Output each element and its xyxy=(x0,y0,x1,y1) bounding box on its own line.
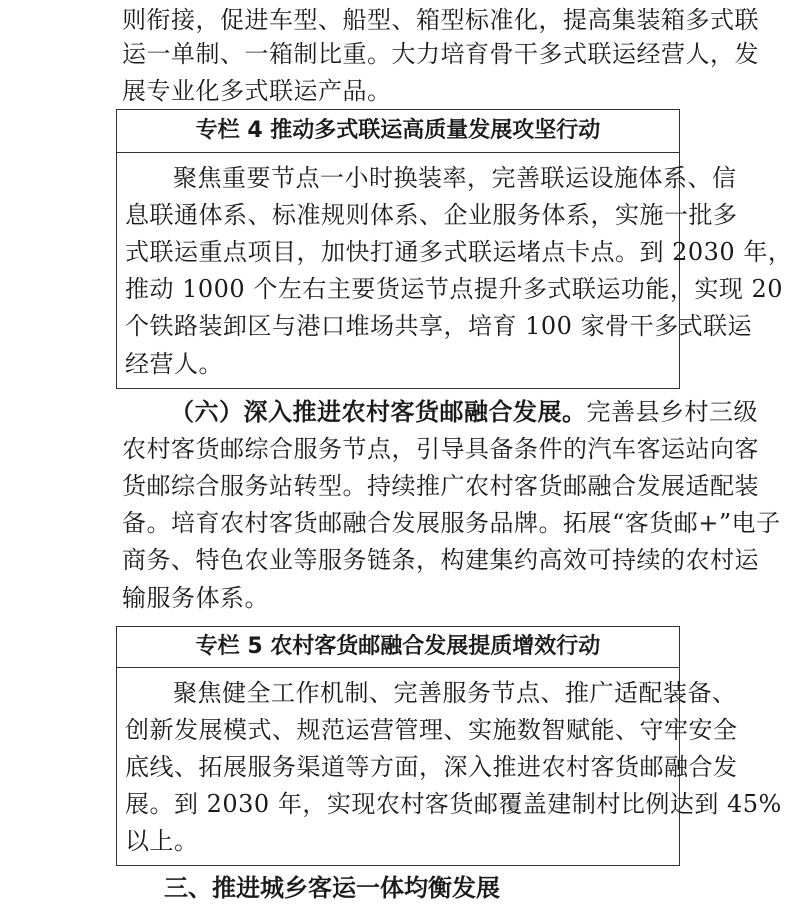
intro-line-2: 运一单制、一箱制比重。大力培育骨干多式联运经营人，发 xyxy=(122,40,759,68)
box-4-line-2: 息联通体系、标准规则体系、企业服务体系，实施一批多 xyxy=(125,201,738,229)
section-3-heading: 三、推进城乡客运一体均衡发展 xyxy=(164,874,500,902)
box-5-line-2: 创新发展模式、规范运营管理、实施数智赋能、守牢安全 xyxy=(125,716,738,744)
box-column-4 xyxy=(116,109,793,389)
box-column-5 xyxy=(116,626,782,866)
intro-line-1: 则衔接，促进车型、船型、箱型标准化，提高集装箱多式联 xyxy=(122,6,759,34)
box-4-divider xyxy=(117,152,679,153)
box-5-line-4: 展。到 2030 年，实现农村客货邮覆盖建制村比例达到 45% xyxy=(125,790,782,818)
box-5-line-1: 聚焦健全工作机制、完善服务节点、推广适配装备、 xyxy=(173,679,737,707)
section-6-line-1-rest: 完善县乡村三级 xyxy=(586,398,758,426)
section-6-line-1 xyxy=(170,397,758,427)
section-6-line-5: 商务、特色农业等服务链条，构建集约高效可持续的农村运 xyxy=(122,546,759,574)
section-6-line-6: 输服务体系。 xyxy=(122,584,269,612)
section-6-line-3: 货邮综合服务站转型。持续推广农村客货邮融合发展适配装 xyxy=(122,472,759,500)
box-4-title: 专栏 4 推动多式联运高质量发展攻坚行动 xyxy=(195,118,601,143)
box-5-title: 专栏 5 农村客货邮融合发展提质增效行动 xyxy=(195,634,601,659)
box-4-line-1: 聚焦重要节点一小时换装率，完善联运设施体系、信 xyxy=(173,164,737,192)
box-5-line-3: 底线、拓展服务渠道等方面，深入推进农村客货邮融合发 xyxy=(125,753,738,781)
box-4-line-5: 个铁路装卸区与港口堆场共享，培育 100 家骨干多式联运 xyxy=(125,312,753,340)
box-4-line-3: 式联运重点项目，加快打通多式联运堵点卡点。到 2030 年， xyxy=(125,238,793,266)
section-6-heading: （六）深入推进农村客货邮融合发展。 xyxy=(170,398,587,426)
intro-line-3: 展专业化多式联运产品。 xyxy=(122,77,392,105)
box-5-line-5: 以上。 xyxy=(125,827,199,855)
box-5-divider xyxy=(117,667,679,668)
box-4-line-6: 经营人。 xyxy=(125,350,223,378)
section-6-line-4: 备。培育农村客货邮融合发展服务品牌。拓展“客货邮+”电子 xyxy=(122,509,781,537)
section-6-line-2: 农村客货邮综合服务节点，引导具备条件的汽车客运站向客 xyxy=(122,435,759,463)
box-4-line-4: 推动 1000 个左右主要货运节点提升多式联运功能，实现 20 xyxy=(125,275,784,303)
